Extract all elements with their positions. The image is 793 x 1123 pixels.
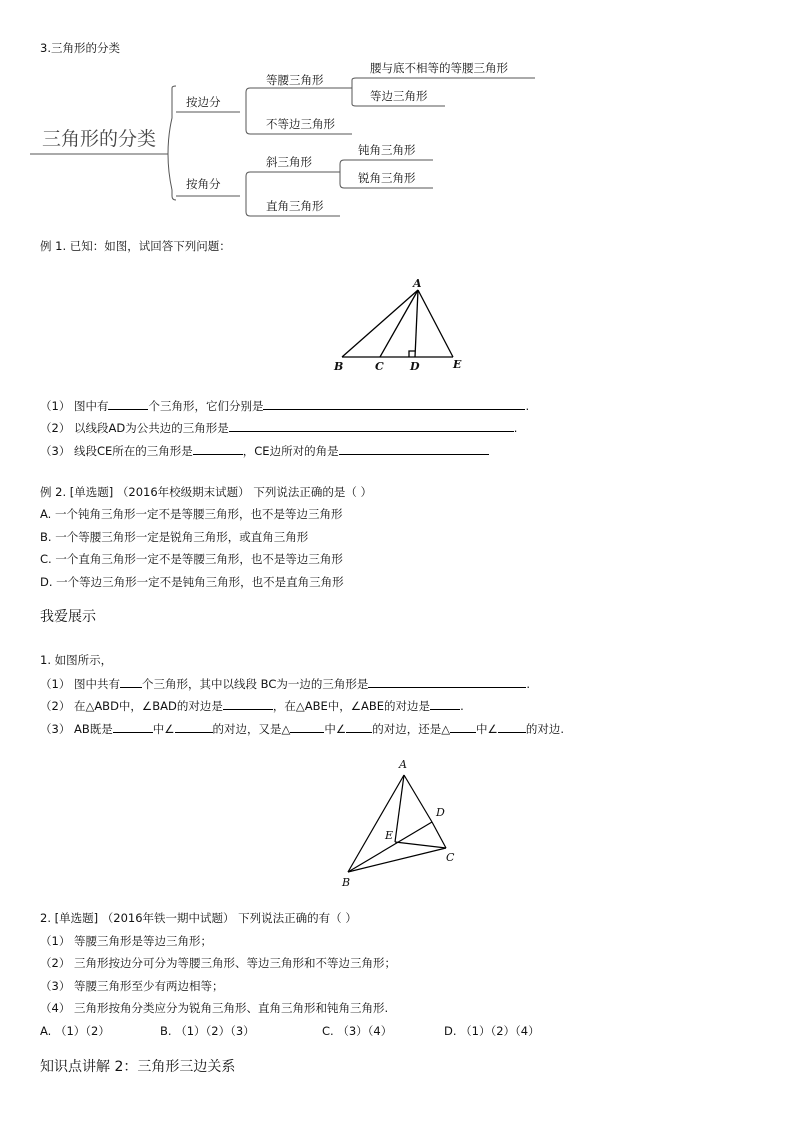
fig1-label-e: E	[453, 358, 462, 371]
fig1-label-b: B	[334, 360, 344, 373]
tree-scalene: 不等边三角形	[266, 117, 335, 131]
p1-q2-text-b: ，在△ABE中，∠ABE的对边是	[272, 699, 431, 713]
p1-q2-text-a: （2） 在△ABD中，∠BAD的对边是	[40, 699, 223, 713]
fig2-label-c: C	[446, 851, 455, 864]
p2-title: 2. [单选题] （2016年铁一期中试题） 下列说法正确的有（ ）	[40, 911, 357, 925]
section-title: 3.三角形的分类	[40, 41, 120, 55]
next-section-heading: 知识点讲解 2：三角形三边关系	[40, 1059, 236, 1075]
tree-isosceles: 等腰三角形	[266, 73, 324, 87]
p2-option-c[interactable]: C. （3）（4）	[322, 1024, 393, 1038]
tree-obtuse: 钝角三角形	[358, 143, 416, 157]
example2-option-b[interactable]: B. 一个等腰三角形一定是锐角三角形，或直角三角形	[40, 530, 309, 544]
p1-q3-text-f: 中∠	[476, 722, 498, 736]
show-heading: 我爱展示	[40, 609, 96, 625]
q1-end: .	[525, 399, 530, 413]
example2-title: 例 2. [单选题] （2016年校级期末试题） 下列说法正确的是（ ）	[40, 485, 372, 499]
fig1-label-d: D	[410, 360, 420, 373]
tree-by-angle: 按角分	[186, 177, 221, 191]
q2-end: .	[513, 421, 518, 435]
p1-q1-text-a: （1） 图中共有	[40, 677, 120, 691]
p2-item-1: （1） 等腰三角形是等边三角形；	[40, 934, 212, 948]
q1-text-a: （1） 图中有	[40, 399, 109, 413]
tree-by-side: 按边分	[186, 95, 221, 109]
p2-option-d[interactable]: D. （1）（2）（4）	[444, 1024, 540, 1038]
fig2-label-e: E	[385, 829, 394, 842]
example2-option-c[interactable]: C. 一个直角三角形一定不是等腰三角形，也不是等边三角形	[40, 552, 343, 566]
p1-q3-text-g: 的对边.	[525, 722, 565, 736]
tree-acute: 锐角三角形	[358, 171, 416, 185]
fig1-label-c: C	[375, 360, 384, 373]
p1-q1-text-b: 个三角形，其中以线段 BC为一边的三角形是	[141, 677, 369, 691]
q2-text-a: （2） 以线段AD为公共边的三角形是	[40, 421, 229, 435]
p2-item-3: （3） 等腰三角形至少有两边相等；	[40, 979, 224, 993]
q3-text-a: （3） 线段CE所在的三角形是	[40, 444, 193, 458]
tree-equilateral: 等边三角形	[370, 89, 428, 103]
p2-item-4: （4） 三角形按角分类应分为锐角三角形、直角三角形和钝角三角形.	[40, 1001, 389, 1015]
fig1-label-a: A	[413, 277, 422, 290]
tree-isosceles-non-equal: 腰与底不相等的等腰三角形	[370, 61, 508, 75]
fig2-label-d: D	[436, 806, 445, 819]
fig2-label-b: B	[342, 876, 351, 889]
q1-text-b: 个三角形，它们分别是	[148, 399, 264, 413]
example2-option-d[interactable]: D. 一个等边三角形一定不是钝角三角形，也不是直角三角形	[40, 575, 344, 589]
p2-item-2: （2） 三角形按边分可分为等腰三角形、等边三角形和不等边三角形；	[40, 956, 396, 970]
tree-root: 三角形的分类	[42, 128, 157, 150]
example1-title: 例 1. 已知：如图，试回答下列问题：	[40, 239, 231, 253]
p1-title: 1. 如图所示，	[40, 653, 113, 667]
example2-option-a[interactable]: A. 一个钝角三角形一定不是等腰三角形，也不是等边三角形	[40, 507, 343, 521]
p2-option-b[interactable]: B. （1）（2）（3）	[160, 1024, 255, 1038]
p1-q1-end: .	[526, 677, 531, 691]
p1-q3-text-d: 中∠	[324, 722, 347, 736]
tree-oblique: 斜三角形	[266, 155, 312, 169]
tree-right: 直角三角形	[266, 199, 324, 213]
p1-q3-text-b: 中∠	[152, 722, 175, 736]
p1-q2-end: .	[460, 699, 464, 713]
fig2-label-a: A	[399, 758, 407, 771]
p1-q3-text-c: 的对边，又是△	[212, 722, 291, 736]
q3-text-b: ，CE边所对的角是	[242, 444, 339, 458]
p2-option-a[interactable]: A. （1）（2）	[40, 1024, 110, 1038]
p1-q3-text-a: （3） AB既是	[40, 722, 113, 736]
p1-q3-text-e: 的对边，还是△	[372, 722, 451, 736]
